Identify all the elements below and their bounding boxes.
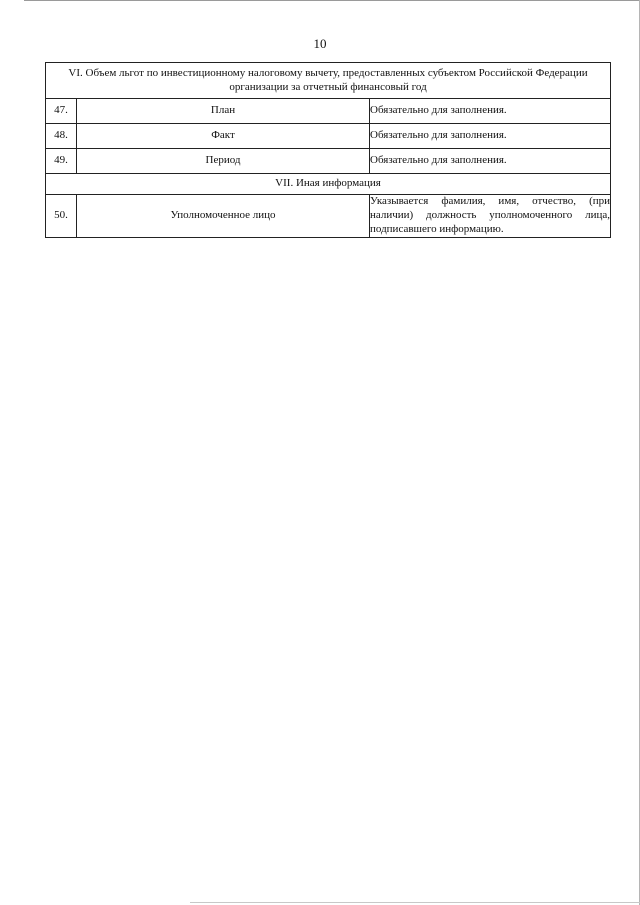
table-row — [46, 149, 611, 174]
row-description: Обязательно для заполнения. — [370, 149, 611, 174]
row-description: Обязательно для заполнения. — [370, 124, 611, 149]
table-row — [46, 124, 611, 149]
row-description: Обязательно для заполнения. — [370, 99, 611, 124]
row-name: Факт — [77, 124, 370, 149]
row-number: 49. — [46, 149, 77, 174]
row-number: 50. — [46, 195, 77, 238]
row-description: Указывается фамилия, имя, отчество, (при наличии) должность уполномоченного лица, подписавшего информацию. — [370, 195, 611, 238]
section-header-row — [46, 174, 611, 195]
row-name: План — [77, 99, 370, 124]
table-row — [46, 195, 611, 238]
page-number: 10 — [313, 36, 327, 51]
scan-edge-bottom — [190, 902, 640, 903]
section-title: VI. Объем льгот по инвестиционному налоговому вычету, предоставленных субъектом Российской Федерации организации за отчетный финансовый год — [46, 63, 611, 99]
row-number: 47. — [46, 99, 77, 124]
row-name: Уполномоченное лицо — [77, 195, 370, 238]
scan-edge-top — [24, 0, 640, 1]
table-row — [46, 99, 611, 124]
section-title: VII. Иная информация — [46, 174, 611, 195]
section-header-row — [46, 63, 611, 99]
row-name: Период — [77, 149, 370, 174]
row-number: 48. — [46, 124, 77, 149]
form-table — [45, 62, 611, 238]
